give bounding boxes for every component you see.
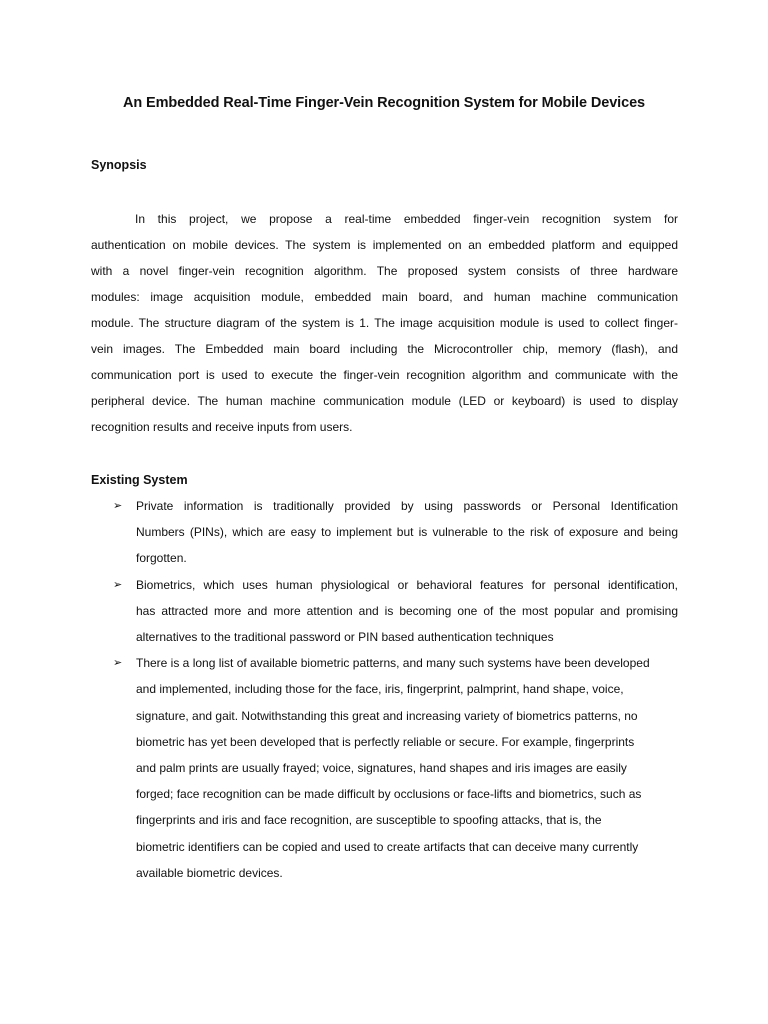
- list-item-line: biometric has yet been developed that is perfectly reliable or secure. For example, fingerprints: [136, 734, 635, 749]
- list-item: [91, 650, 678, 886]
- paragraph-line: peripheral device. The human machine communication module (LED or keyboard) is used to display: [91, 394, 678, 408]
- list-item-line: fingerprints and iris and face recognition, are susceptible to spoofing attacks, that is, the: [136, 813, 602, 828]
- list-item-line: biometric identifiers can be copied and used to create artifacts that can deceive many currently: [136, 839, 639, 854]
- list-item-line: has attracted more and more attention and is becoming one of the most popular and promising: [136, 603, 678, 618]
- list-item-line: and palm prints are usually frayed; voice, signatures, hand shapes and iris images are easily: [136, 761, 627, 776]
- list-item: [91, 493, 678, 572]
- paragraph-line: communication port is used to execute the finger-vein recognition algorithm and communicate with the: [91, 368, 678, 382]
- synopsis-paragraph: [91, 206, 678, 440]
- list-item-line: available biometric devices.: [136, 865, 283, 880]
- paragraph-line: recognition results and receive inputs from users.: [91, 420, 353, 434]
- existing-system-list: [91, 493, 678, 886]
- paragraph-line: module. The structure diagram of the system is 1. The image acquisition module is used to collect finger-: [91, 316, 678, 330]
- paragraph-line: In this project, we propose a real-time embedded finger-vein recognition system for: [135, 212, 678, 226]
- list-item-line: forgotten.: [136, 551, 187, 566]
- paragraph-line: with a novel finger-vein recognition algorithm. The proposed system consists of three hardware: [91, 264, 678, 278]
- synopsis-heading: Synopsis: [91, 158, 147, 172]
- list-item-line: There is a long list of available biometric patterns, and many such systems have been developed: [136, 656, 650, 671]
- list-item-line: signature, and gait. Notwithstanding this great and increasing variety of biometrics patterns, no: [136, 708, 638, 723]
- arrow-bullet-icon: ➢: [113, 657, 123, 670]
- paragraph-line: modules: image acquisition module, embedded main board, and human machine communication: [91, 290, 678, 304]
- existing-system-heading: Existing System: [91, 473, 188, 487]
- list-item-line: Numbers (PINs), which are easy to implement but is vulnerable to the risk of exposure and being: [136, 525, 678, 540]
- list-item-line: and implemented, including those for the face, iris, fingerprint, palmprint, hand shape, voice,: [136, 682, 624, 697]
- arrow-bullet-icon: ➢: [113, 500, 123, 512]
- list-item-line: alternatives to the traditional password or PIN based authentication techniques: [136, 630, 554, 645]
- arrow-bullet-icon: ➢: [113, 578, 123, 591]
- list-item-line: forged; face recognition can be made difficult by occlusions or face-lifts and biometrics, such as: [136, 787, 642, 802]
- paragraph-line: vein images. The Embedded main board including the Microcontroller chip, memory (flash), and: [91, 342, 678, 356]
- list-item-line: Private information is traditionally provided by using passwords or Personal Identification: [136, 499, 678, 513]
- document-title: An Embedded Real-Time Finger-Vein Recognition System for Mobile Devices: [123, 95, 645, 111]
- list-item: [91, 572, 678, 651]
- paragraph-line: authentication on mobile devices. The system is implemented on an embedded platform and equipped: [91, 238, 678, 252]
- list-item-line: Biometrics, which uses human physiological or behavioral features for personal identification,: [136, 577, 678, 592]
